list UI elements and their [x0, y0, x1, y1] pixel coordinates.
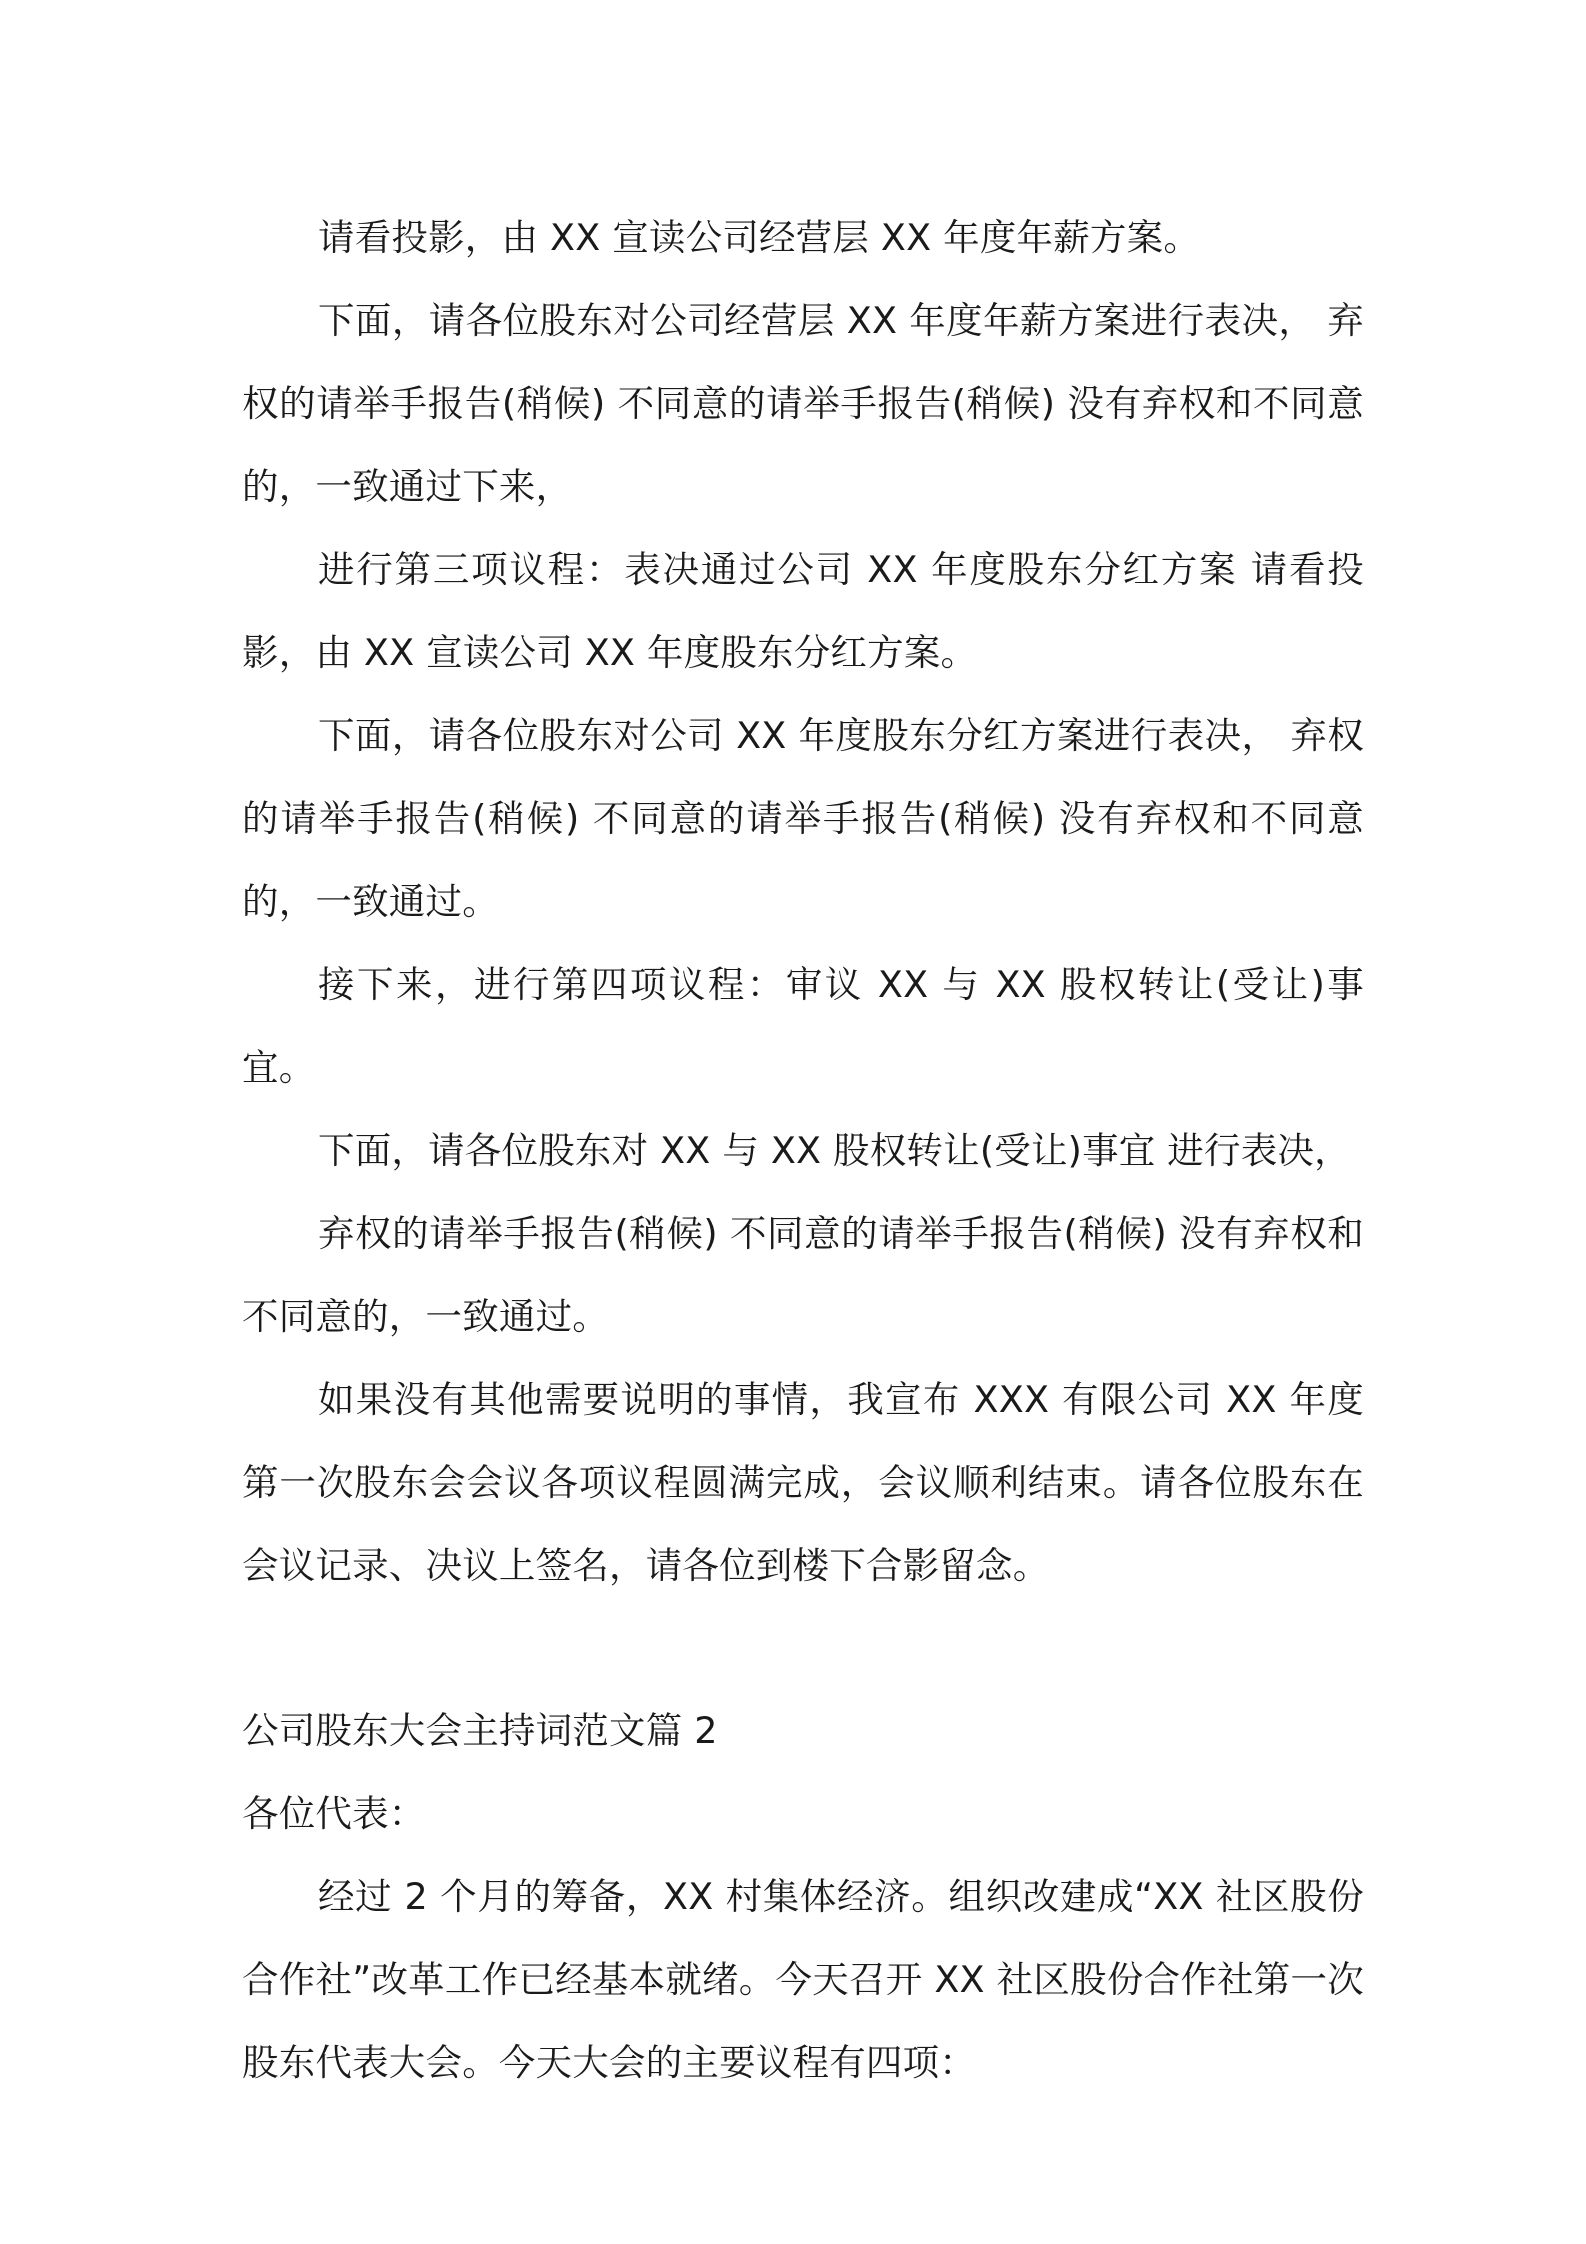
paragraph-2: 下面，请各位股东对公司经营层 XX 年度年薪方案进行表决， 弃权的请举手报告(稍候) 不同意的请举手报告(稍候) 没有弃权和不同意的，一致通过下来，	[242, 299, 1364, 508]
paragraph-3: 进行第三项议程：表决通过公司 XX 年度股东分红方案 请看投影，由 XX 宣读公司 XX 年度股东分红方案。	[242, 548, 1364, 674]
paragraph-8: 如果没有其他需要说明的事情，我宣布 XXX 有限公司 XX 年度第一次股东会会议各项议程圆满完成，会议顺利结束。请各位股东在会议记录、决议上签名，请各位到楼下合影留念。	[242, 1378, 1364, 1587]
paragraph-7: 弃权的请举手报告(稍候) 不同意的请举手报告(稍候) 没有弃权和不同意的，一致通过。	[242, 1212, 1364, 1338]
document-body	[242, 196, 1364, 2104]
paragraph-1: 请看投影，由 XX 宣读公司经营层 XX 年度年薪方案。	[318, 216, 1201, 259]
paragraph-5: 接下来，进行第四项议程：审议 XX 与 XX 股权转让(受让)事宜。	[242, 963, 1364, 1089]
section-paragraph-1: 经过 2 个月的筹备，XX 村集体经济。组织改建成“XX 社区股份合作社”改革工作已经基本就绪。今天召开 XX 社区股份合作社第一次股东代表大会。今天大会的主要议程有四项：	[242, 1875, 1364, 2084]
paragraph-6: 下面，请各位股东对 XX 与 XX 股权转让(受让)事宜 进行表决，	[318, 1129, 1351, 1172]
section-spacer	[242, 1607, 1364, 1689]
section-title: 公司股东大会主持词范文篇 2	[242, 1709, 718, 1752]
salutation: 各位代表：	[242, 1792, 426, 1835]
paragraph-4: 下面，请各位股东对公司 XX 年度股东分红方案进行表决， 弃权的请举手报告(稍候) 不同意的请举手报告(稍候) 没有弃权和不同意的，一致通过。	[242, 714, 1364, 923]
